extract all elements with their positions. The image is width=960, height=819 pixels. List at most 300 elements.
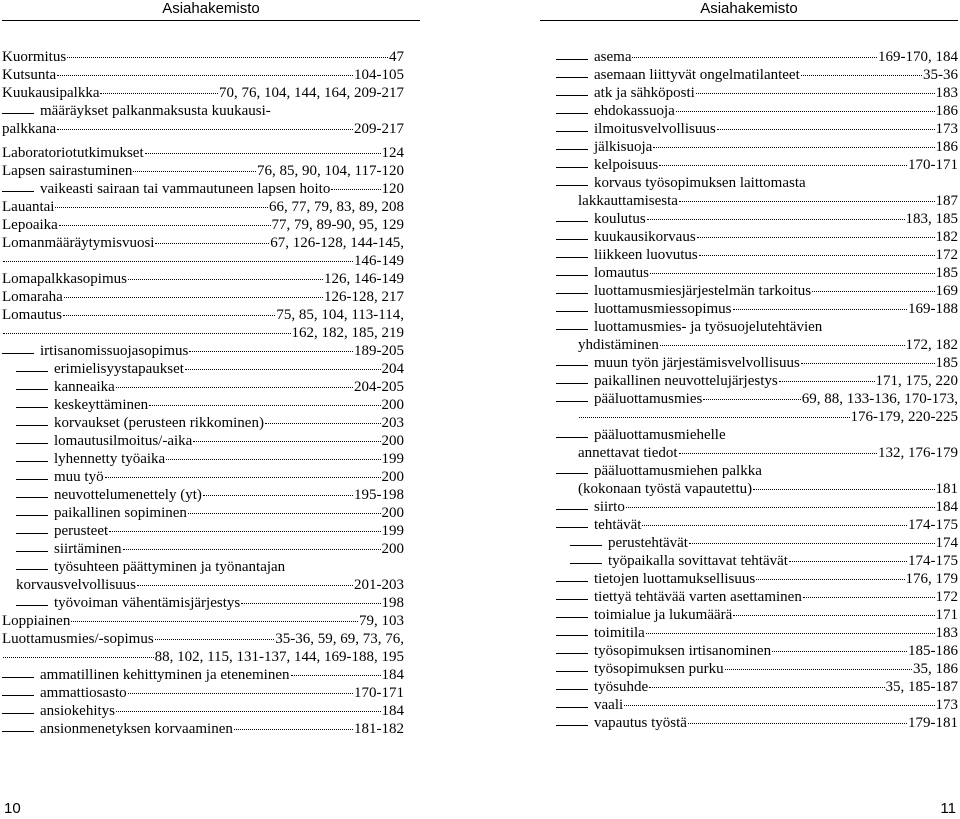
index-term: atk ja sähköposti bbox=[594, 85, 695, 101]
subentry-dash bbox=[556, 275, 588, 276]
subentry-dash bbox=[556, 257, 588, 258]
index-entry bbox=[2, 162, 404, 180]
subentry-dash bbox=[16, 425, 48, 426]
dot-leader bbox=[55, 206, 268, 208]
index-entry bbox=[556, 120, 958, 138]
dot-leader bbox=[3, 656, 154, 658]
index-entry bbox=[2, 342, 404, 360]
index-entry bbox=[2, 48, 404, 66]
subentry-dash bbox=[556, 599, 588, 600]
subentry-dash bbox=[16, 569, 48, 570]
dot-leader bbox=[116, 386, 353, 388]
dot-leader bbox=[733, 614, 934, 616]
index-term: työsuhteen päättyminen ja työnantajan bbox=[54, 559, 286, 575]
index-pages: 198 bbox=[381, 595, 404, 611]
index-term: ilmoitusvelvollisuus bbox=[594, 121, 716, 137]
subentry-dash bbox=[556, 113, 588, 114]
index-term: luottamusmiessopimus bbox=[594, 301, 732, 317]
dot-leader bbox=[779, 380, 875, 382]
index-entry bbox=[2, 144, 404, 162]
index-term: ansiokehitys bbox=[40, 703, 115, 719]
index-entry bbox=[2, 306, 404, 324]
subentry-dash bbox=[556, 59, 588, 60]
index-pages: 200 bbox=[381, 505, 404, 521]
subentry-dash bbox=[556, 437, 588, 438]
index-pages: 47 bbox=[389, 49, 404, 65]
dot-leader bbox=[64, 296, 323, 298]
index-term: perustehtävät bbox=[608, 535, 688, 551]
dot-leader bbox=[679, 452, 877, 454]
index-pages: 69, 88, 133-136, 170-173, bbox=[801, 391, 958, 407]
index-entry bbox=[556, 552, 958, 570]
index-pages: 174-175 bbox=[908, 553, 958, 569]
index-entry bbox=[2, 378, 404, 396]
index-entry bbox=[556, 372, 958, 390]
index-entry bbox=[556, 84, 958, 102]
subentry-dash bbox=[556, 149, 588, 150]
dot-leader bbox=[3, 260, 353, 262]
index-term: muu työ bbox=[54, 469, 104, 485]
dot-leader bbox=[649, 686, 884, 688]
dot-leader bbox=[128, 692, 353, 694]
subentry-dash bbox=[16, 443, 48, 444]
index-entry bbox=[556, 606, 958, 624]
index-entry bbox=[556, 48, 958, 66]
index-entry bbox=[556, 444, 958, 462]
index-term: koulutus bbox=[594, 211, 646, 227]
index-pages: 67, 126-128, 144-145, bbox=[270, 235, 404, 251]
index-pages: 88, 102, 115, 131-137, 144, 169-188, 195 bbox=[154, 649, 404, 665]
index-term: Laboratoriotutkimukset bbox=[2, 145, 144, 161]
index-entry bbox=[556, 390, 958, 408]
index-pages: 184 bbox=[935, 499, 958, 515]
index-term: irtisanomissuojasopimus bbox=[40, 343, 189, 359]
index-term: toimitila bbox=[594, 625, 645, 641]
page-header-right: Asiahakemisto bbox=[540, 0, 958, 21]
index-entry bbox=[2, 216, 404, 234]
index-entry bbox=[2, 414, 404, 432]
index-entry bbox=[2, 120, 404, 138]
subentry-dash bbox=[556, 185, 588, 186]
subentry-dash bbox=[570, 563, 602, 564]
index-pages: 181-182 bbox=[354, 721, 404, 737]
index-term: ansionmenetyksen korvaaminen bbox=[40, 721, 233, 737]
dot-leader bbox=[632, 56, 877, 58]
subentry-dash bbox=[556, 653, 588, 654]
index-term: siirtäminen bbox=[54, 541, 122, 557]
index-term: luottamusmiesjärjestelmän tarkoitus bbox=[594, 283, 812, 299]
index-entry bbox=[2, 720, 404, 738]
index-term: Lauantai bbox=[2, 199, 55, 215]
index-term: perusteet bbox=[54, 523, 109, 539]
index-entry bbox=[2, 666, 404, 684]
dot-leader bbox=[803, 596, 935, 598]
index-entry bbox=[556, 66, 958, 84]
subentry-dash bbox=[556, 383, 588, 384]
index-entry bbox=[556, 210, 958, 228]
subentry-dash bbox=[2, 713, 34, 714]
index-pages: 199 bbox=[381, 523, 404, 539]
index-pages: 204-205 bbox=[354, 379, 404, 395]
subentry-dash bbox=[570, 545, 602, 546]
dot-leader bbox=[647, 218, 905, 220]
subentry-dash bbox=[2, 677, 34, 678]
dot-leader bbox=[105, 476, 381, 478]
index-entry bbox=[2, 66, 404, 84]
index-pages: 75, 85, 104, 113-114, bbox=[276, 307, 404, 323]
index-pages: 146-149 bbox=[354, 253, 404, 269]
index-column-left bbox=[2, 48, 404, 738]
index-entry bbox=[556, 408, 958, 426]
index-entry bbox=[556, 246, 958, 264]
dot-leader bbox=[188, 512, 381, 514]
index-pages: 184 bbox=[381, 703, 404, 719]
index-column-right bbox=[556, 48, 958, 732]
dot-leader bbox=[241, 602, 380, 604]
dot-leader bbox=[128, 278, 323, 280]
index-pages: 183, 185 bbox=[905, 211, 958, 227]
index-term: ammattiosasto bbox=[40, 685, 127, 701]
dot-leader bbox=[189, 350, 353, 352]
index-entry bbox=[2, 288, 404, 306]
index-entry bbox=[556, 498, 958, 516]
subentry-dash bbox=[16, 461, 48, 462]
index-entry bbox=[556, 534, 958, 552]
index-pages: 35-36 bbox=[923, 67, 958, 83]
index-term: työsopimuksen irtisanominen bbox=[594, 643, 772, 659]
page-header-left: Asiahakemisto bbox=[2, 0, 420, 21]
index-pages: 201-203 bbox=[354, 577, 404, 593]
index-term: Kuormitus bbox=[2, 49, 67, 65]
index-entry bbox=[556, 642, 958, 660]
index-entry bbox=[2, 198, 404, 216]
subentry-dash bbox=[556, 509, 588, 510]
index-term: pääluottamusmiehelle bbox=[594, 427, 726, 443]
subentry-dash bbox=[556, 707, 588, 708]
index-term: korvausvelvollisuus bbox=[16, 577, 136, 593]
subentry-dash bbox=[556, 221, 588, 222]
index-entry bbox=[556, 192, 958, 210]
dot-leader bbox=[696, 92, 935, 94]
index-entry bbox=[2, 684, 404, 702]
index-entry bbox=[2, 612, 404, 630]
index-entry bbox=[2, 540, 404, 558]
index-entry bbox=[556, 318, 958, 336]
dot-leader bbox=[626, 506, 935, 508]
subentry-dash bbox=[2, 353, 34, 354]
index-pages: 104-105 bbox=[354, 67, 404, 83]
index-pages: 35-36, 59, 69, 73, 76, bbox=[275, 631, 404, 647]
index-pages: 179-181 bbox=[908, 715, 958, 731]
subentry-dash bbox=[16, 497, 48, 498]
index-pages: 186 bbox=[935, 103, 958, 119]
index-entry bbox=[2, 84, 404, 102]
index-entry bbox=[2, 270, 404, 288]
dot-leader bbox=[109, 530, 380, 532]
dot-leader bbox=[646, 632, 935, 634]
index-entry bbox=[2, 324, 404, 342]
page-number-left: 10 bbox=[4, 800, 21, 817]
index-term: vaali bbox=[594, 697, 624, 713]
dot-leader bbox=[756, 578, 904, 580]
dot-leader bbox=[676, 110, 935, 112]
index-pages: 126, 146-149 bbox=[324, 271, 404, 287]
index-entry bbox=[2, 234, 404, 252]
index-pages: 172, 182 bbox=[905, 337, 958, 353]
index-term: muun työn järjestämisvelvollisuus bbox=[594, 355, 800, 371]
index-entry bbox=[556, 570, 958, 588]
index-pages: 209-217 bbox=[354, 121, 404, 137]
index-term: työsuhde bbox=[594, 679, 649, 695]
page-number-right: 11 bbox=[940, 800, 956, 817]
index-entry bbox=[556, 516, 958, 534]
index-entry bbox=[556, 264, 958, 282]
dot-leader bbox=[733, 308, 907, 310]
index-term: pääluottamusmiehen palkka bbox=[594, 463, 762, 479]
index-entry bbox=[2, 594, 404, 612]
index-entry bbox=[556, 174, 958, 192]
index-term: asemaan liittyvät ongelmatilanteet bbox=[594, 67, 800, 83]
dot-leader bbox=[697, 236, 935, 238]
dot-leader bbox=[234, 728, 353, 730]
subentry-dash bbox=[16, 479, 48, 480]
index-term: pääluottamusmies bbox=[594, 391, 703, 407]
index-pages: 35, 185-187 bbox=[885, 679, 958, 695]
dot-leader bbox=[203, 494, 353, 496]
dot-leader bbox=[123, 548, 381, 550]
subentry-dash bbox=[556, 401, 588, 402]
dot-leader bbox=[59, 224, 271, 226]
index-pages: 171 bbox=[935, 607, 958, 623]
index-term: lomautus bbox=[594, 265, 649, 281]
dot-leader bbox=[291, 674, 381, 676]
index-pages: 173 bbox=[935, 121, 958, 137]
dot-leader bbox=[653, 146, 934, 148]
dot-leader bbox=[688, 722, 907, 724]
index-term: Lomaraha bbox=[2, 289, 63, 305]
index-term: Lapsen sairastuminen bbox=[2, 163, 133, 179]
index-term: työsopimuksen purku bbox=[594, 661, 724, 677]
index-pages: 172 bbox=[935, 247, 958, 263]
index-pages: 200 bbox=[381, 397, 404, 413]
index-term: erimielisyystapaukset bbox=[54, 361, 184, 377]
subentry-dash bbox=[556, 293, 588, 294]
index-term: paikallinen sopiminen bbox=[54, 505, 187, 521]
dot-leader bbox=[699, 254, 935, 256]
index-entry bbox=[556, 336, 958, 354]
index-pages: 162, 182, 185, 219 bbox=[291, 325, 404, 341]
dot-leader bbox=[579, 416, 850, 418]
index-term: ehdokassuoja bbox=[594, 103, 675, 119]
subentry-dash bbox=[556, 527, 588, 528]
index-pages: 172 bbox=[935, 589, 958, 605]
dot-leader bbox=[63, 314, 275, 316]
index-term: Lomapalkkasopimus bbox=[2, 271, 127, 287]
index-pages: 174 bbox=[935, 535, 958, 551]
index-entry bbox=[2, 486, 404, 504]
index-entry bbox=[2, 468, 404, 486]
subentry-dash bbox=[16, 551, 48, 552]
dot-leader bbox=[133, 170, 256, 172]
index-pages: 199 bbox=[381, 451, 404, 467]
subentry-dash bbox=[16, 371, 48, 372]
dot-leader bbox=[265, 422, 381, 424]
dot-leader bbox=[145, 152, 381, 154]
index-pages: 186 bbox=[935, 139, 958, 155]
index-term: vaikeasti sairaan tai vammautuneen lapsen hoito bbox=[40, 181, 331, 197]
index-entry bbox=[2, 504, 404, 522]
dot-leader bbox=[660, 344, 905, 346]
subentry-dash bbox=[16, 533, 48, 534]
subentry-dash bbox=[556, 671, 588, 672]
index-term: (kokonaan työstä vapautettu) bbox=[578, 481, 753, 497]
index-entry bbox=[2, 450, 404, 468]
index-term: korvaus työsopimuksen laittomasta bbox=[594, 175, 806, 191]
index-term: korvaukset (perusteen rikkominen) bbox=[54, 415, 264, 431]
index-pages: 203 bbox=[381, 415, 404, 431]
index-term: Loppiainen bbox=[2, 613, 71, 629]
dot-leader bbox=[772, 650, 907, 652]
index-term: tiettyä tehtävää varten asettaminen bbox=[594, 589, 802, 605]
index-pages: 173 bbox=[935, 697, 958, 713]
index-entry bbox=[2, 396, 404, 414]
index-entry bbox=[556, 228, 958, 246]
index-term: Lomautus bbox=[2, 307, 62, 323]
dot-leader bbox=[642, 524, 907, 526]
index-pages: 183 bbox=[935, 85, 958, 101]
subentry-dash bbox=[2, 191, 34, 192]
dot-leader bbox=[659, 164, 907, 166]
index-pages: 174-175 bbox=[908, 517, 958, 533]
index-entry bbox=[556, 678, 958, 696]
dot-leader bbox=[650, 272, 935, 274]
index-entry bbox=[2, 102, 404, 120]
index-term: ammatillinen kehittyminen ja eteneminen bbox=[40, 667, 290, 683]
index-term: kelpoisuus bbox=[594, 157, 659, 173]
index-pages: 189-205 bbox=[354, 343, 404, 359]
subentry-dash bbox=[2, 113, 34, 114]
index-pages: 185 bbox=[935, 265, 958, 281]
index-term: yhdistäminen bbox=[578, 337, 659, 353]
dot-leader bbox=[116, 710, 381, 712]
index-entry bbox=[556, 624, 958, 642]
index-entry bbox=[2, 180, 404, 198]
index-entry bbox=[2, 702, 404, 720]
index-entry bbox=[556, 156, 958, 174]
index-term: Kutsunta bbox=[2, 67, 57, 83]
index-pages: 170-171 bbox=[354, 685, 404, 701]
index-entry bbox=[2, 522, 404, 540]
dot-leader bbox=[703, 398, 800, 400]
index-term: vapautus työstä bbox=[594, 715, 687, 731]
dot-leader bbox=[57, 128, 353, 130]
index-term: palkkana bbox=[2, 121, 57, 137]
subentry-dash bbox=[16, 605, 48, 606]
subentry-dash bbox=[556, 581, 588, 582]
index-pages: 77, 79, 89-90, 95, 129 bbox=[271, 217, 404, 233]
index-entry bbox=[556, 282, 958, 300]
index-term: työvoiman vähentämisjärjestys bbox=[54, 595, 241, 611]
dot-leader bbox=[801, 74, 922, 76]
index-pages: 171, 175, 220 bbox=[875, 373, 958, 389]
dot-leader bbox=[717, 128, 935, 130]
index-pages: 170-171 bbox=[908, 157, 958, 173]
dot-leader bbox=[155, 638, 275, 640]
subentry-dash bbox=[556, 239, 588, 240]
index-pages: 185-186 bbox=[908, 643, 958, 659]
subentry-dash bbox=[556, 635, 588, 636]
index-pages: 76, 85, 90, 104, 117-120 bbox=[257, 163, 404, 179]
index-entry bbox=[2, 630, 404, 648]
subentry-dash bbox=[556, 77, 588, 78]
index-term: siirto bbox=[594, 499, 625, 515]
dot-leader bbox=[801, 362, 935, 364]
index-pages: 182 bbox=[935, 229, 958, 245]
subentry-dash bbox=[2, 731, 34, 732]
index-pages: 126-128, 217 bbox=[324, 289, 404, 305]
index-pages: 169-188 bbox=[908, 301, 958, 317]
index-term: asema bbox=[594, 49, 632, 65]
index-entry bbox=[556, 354, 958, 372]
index-entry bbox=[556, 696, 958, 714]
index-entry bbox=[2, 648, 404, 666]
index-pages: 195-198 bbox=[354, 487, 404, 503]
index-pages: 132, 176-179 bbox=[878, 445, 958, 461]
subentry-dash bbox=[16, 407, 48, 408]
dot-leader bbox=[100, 92, 218, 94]
dot-leader bbox=[624, 704, 934, 706]
index-pages: 35, 186 bbox=[913, 661, 958, 677]
index-term: lyhennetty työaika bbox=[54, 451, 166, 467]
index-pages: 187 bbox=[935, 193, 958, 209]
dot-leader bbox=[155, 242, 269, 244]
index-pages: 200 bbox=[381, 469, 404, 485]
index-term: neuvottelumenettely (yt) bbox=[54, 487, 202, 503]
subentry-dash bbox=[556, 329, 588, 330]
index-entry bbox=[2, 360, 404, 378]
index-term: paikallinen neuvottelujärjestys bbox=[594, 373, 778, 389]
index-term: jälkisuoja bbox=[594, 139, 653, 155]
index-term: toimialue ja lukumäärä bbox=[594, 607, 733, 623]
index-pages: 124 bbox=[381, 145, 404, 161]
index-entry bbox=[556, 714, 958, 732]
index-pages: 200 bbox=[381, 541, 404, 557]
index-entry bbox=[2, 576, 404, 594]
index-term: määräykset palkanmaksusta kuukausi- bbox=[40, 103, 271, 119]
index-entry bbox=[556, 300, 958, 318]
index-term: tehtävät bbox=[594, 517, 642, 533]
index-pages: 120 bbox=[381, 181, 404, 197]
index-term: luottamusmies- ja työsuojelutehtävien bbox=[594, 319, 823, 335]
subentry-dash bbox=[556, 725, 588, 726]
index-entry bbox=[556, 480, 958, 498]
dot-leader bbox=[679, 200, 935, 202]
index-entry bbox=[556, 102, 958, 120]
index-term: Lepoaika bbox=[2, 217, 58, 233]
dot-leader bbox=[725, 668, 912, 670]
index-term: lakkauttamisesta bbox=[578, 193, 678, 209]
dot-leader bbox=[166, 458, 380, 460]
dot-leader bbox=[185, 368, 381, 370]
index-entry bbox=[556, 426, 958, 444]
index-entry bbox=[2, 432, 404, 450]
index-entry bbox=[556, 138, 958, 156]
index-pages: 176, 179 bbox=[905, 571, 958, 587]
index-pages: 185 bbox=[935, 355, 958, 371]
index-entry bbox=[2, 558, 404, 576]
index-entry bbox=[556, 588, 958, 606]
index-pages: 169 bbox=[935, 283, 958, 299]
